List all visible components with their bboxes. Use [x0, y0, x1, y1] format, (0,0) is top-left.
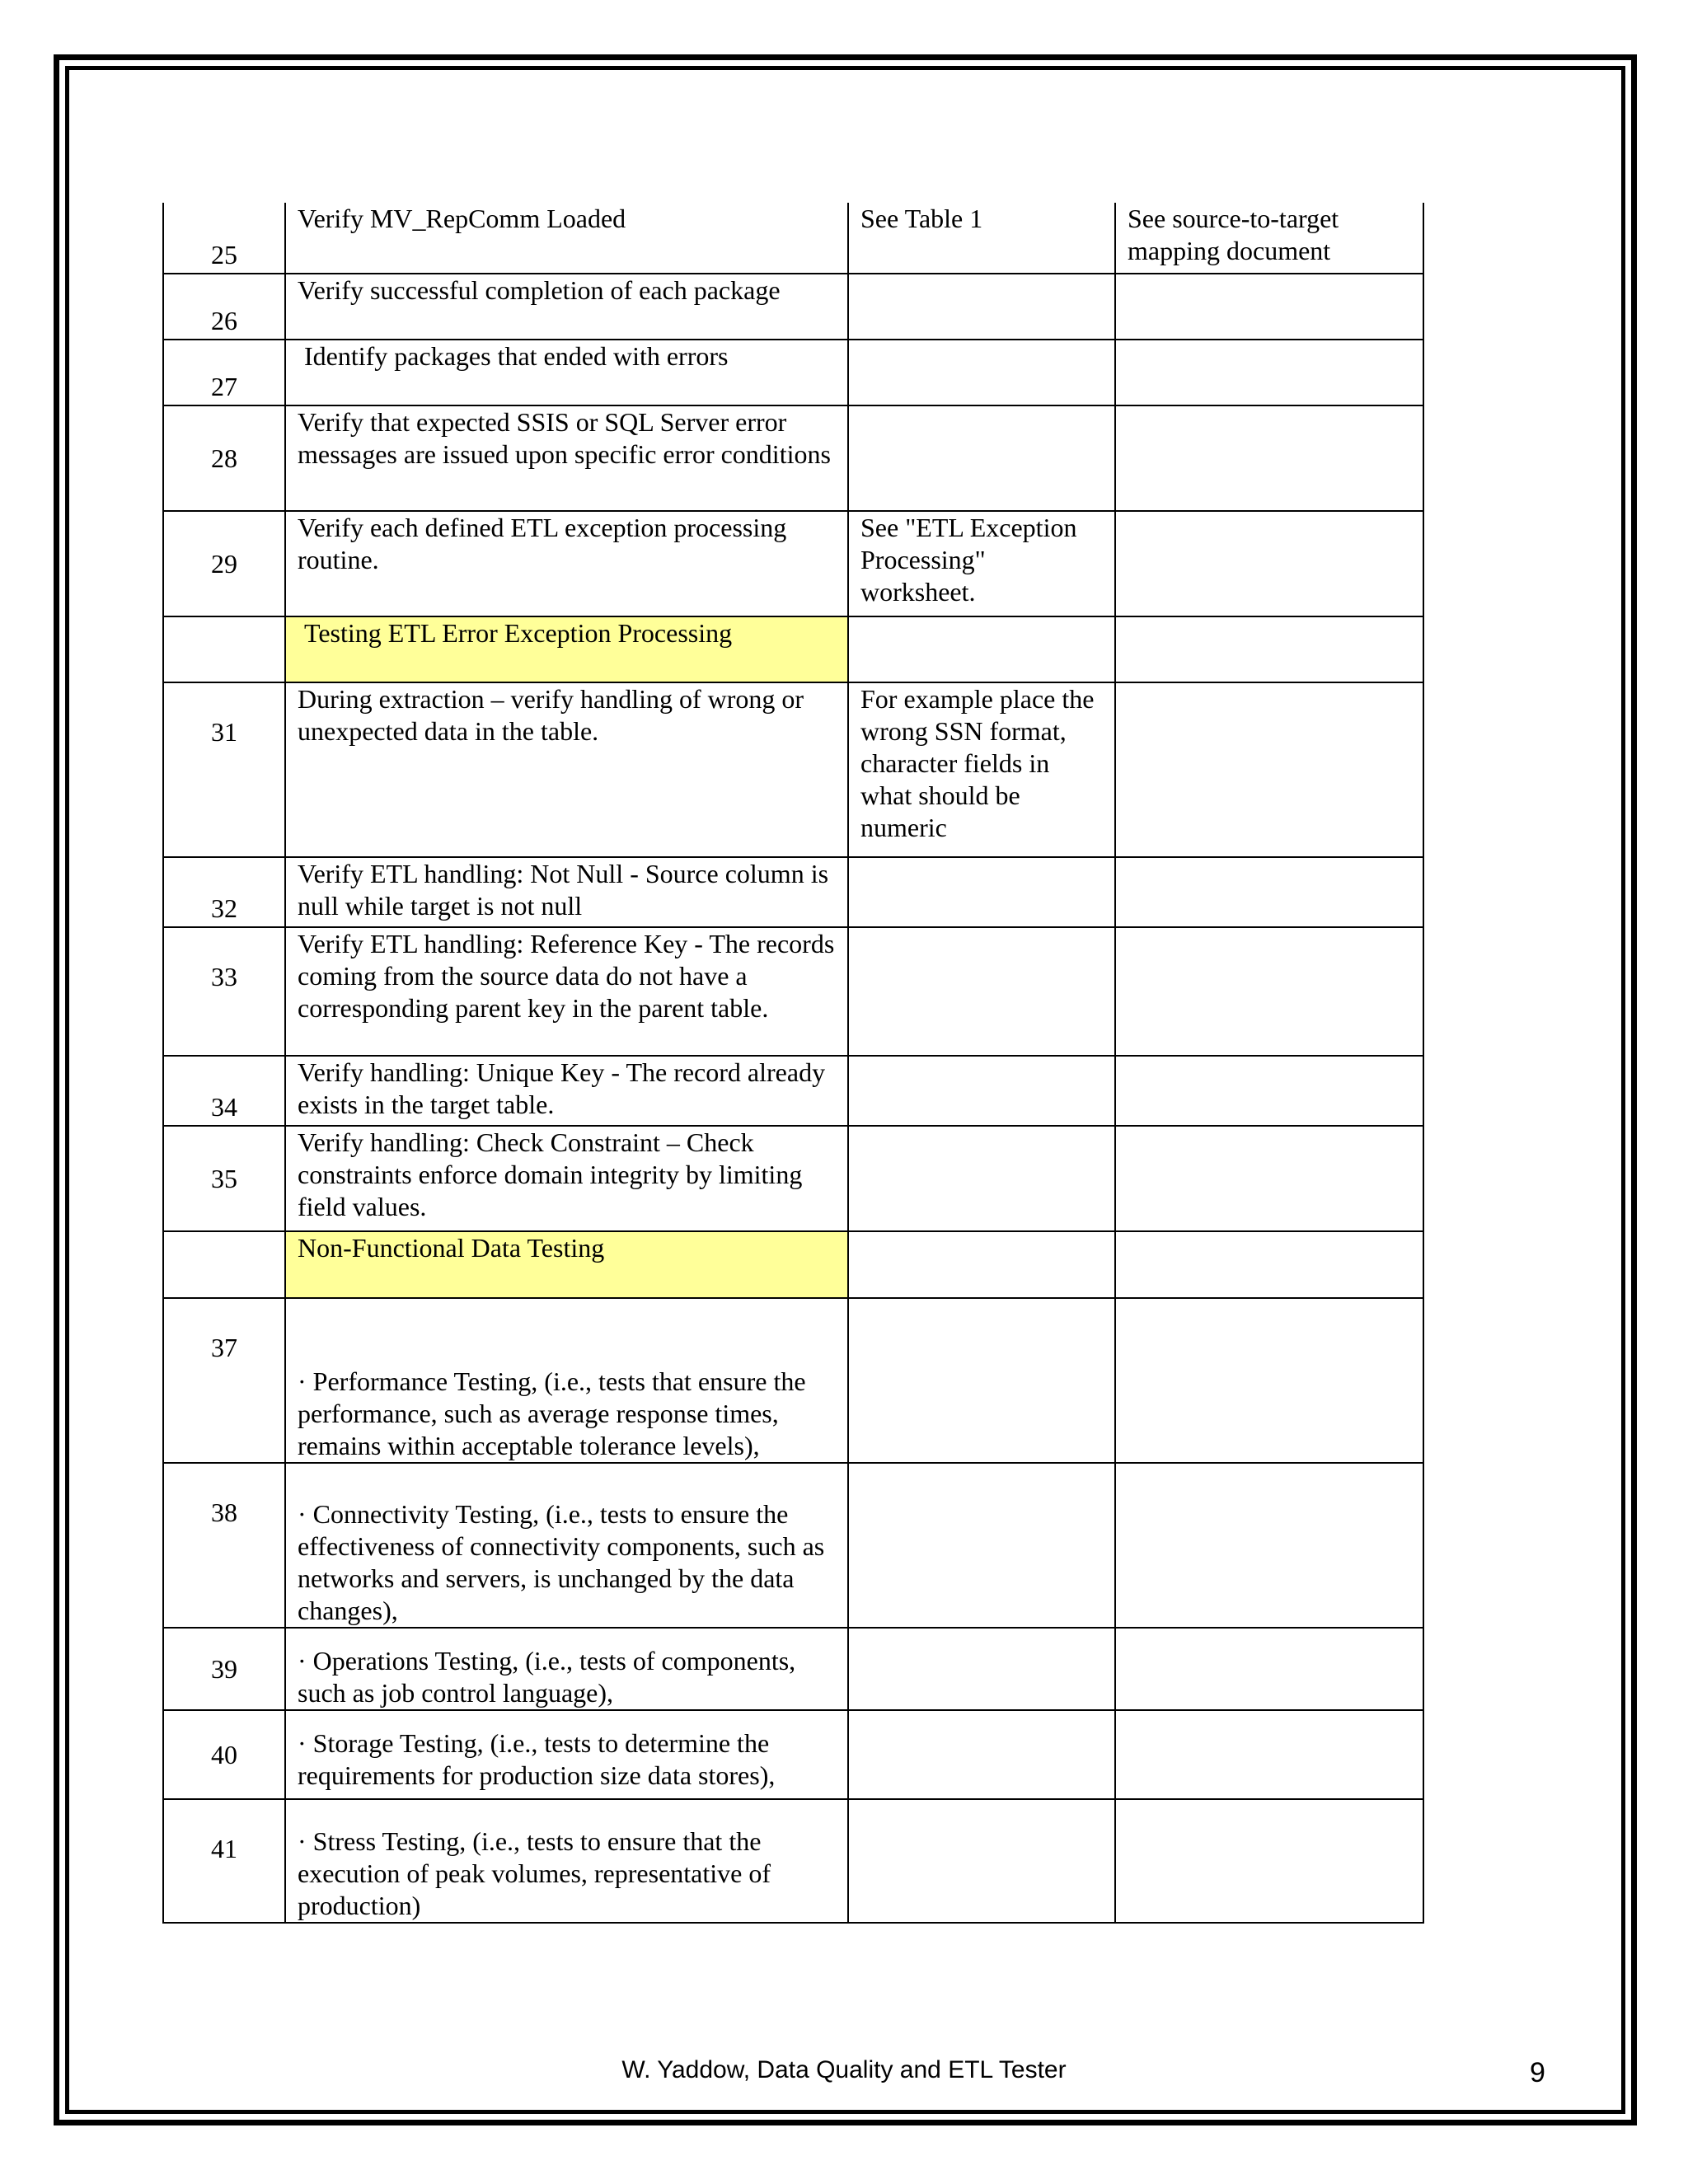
test-note	[848, 1463, 1115, 1628]
test-extra	[1115, 1710, 1423, 1799]
test-extra	[1115, 405, 1423, 511]
test-extra	[1115, 511, 1423, 616]
test-extra	[1115, 1298, 1423, 1463]
row-number: 28	[163, 405, 285, 511]
row-number: 33	[163, 927, 285, 1056]
table-row	[163, 203, 1423, 274]
test-description: Verify handling: Unique Key - The record already exists in the target table.	[285, 1056, 848, 1126]
table-row	[163, 1298, 1423, 1463]
test-description: Verify ETL handling: Not Null - Source column is null while target is not null	[285, 857, 848, 927]
row-number: 27	[163, 340, 285, 405]
table-row	[163, 405, 1423, 511]
test-note	[848, 1231, 1115, 1298]
test-note	[848, 1710, 1115, 1799]
test-extra	[1115, 857, 1423, 927]
test-note	[848, 1298, 1115, 1463]
table-row	[163, 1628, 1423, 1710]
table-row	[163, 927, 1423, 1056]
test-extra	[1115, 340, 1423, 405]
test-note	[848, 1799, 1115, 1923]
test-note: For example place the wrong SSN format, character fields in what should be numeric	[848, 682, 1115, 857]
test-description: · Operations Testing, (i.e., tests of components, such as job control language),	[285, 1628, 848, 1710]
row-number: 26	[163, 274, 285, 340]
row-number: 37	[163, 1298, 285, 1463]
test-description: Verify successful completion of each package	[285, 274, 848, 340]
test-extra	[1115, 616, 1423, 682]
test-note	[848, 1628, 1115, 1710]
table-row	[163, 340, 1423, 405]
test-note	[848, 340, 1115, 405]
test-description: Verify that expected SSIS or SQL Server error messages are issued upon specific error conditions	[285, 405, 848, 511]
test-extra	[1115, 274, 1423, 340]
test-description: Verify each defined ETL exception processing routine.	[285, 511, 848, 616]
table-row	[163, 511, 1423, 616]
test-note	[848, 616, 1115, 682]
table-row	[163, 1799, 1423, 1923]
test-description: Verify handling: Check Constraint – Check constraints enforce domain integrity by limiting field values.	[285, 1126, 848, 1231]
test-extra	[1115, 1463, 1423, 1628]
table-row	[163, 857, 1423, 927]
section-heading: Non-Functional Data Testing	[285, 1231, 848, 1298]
row-number: 39	[163, 1628, 285, 1710]
test-description: During extraction – verify handling of wrong or unexpected data in the table.	[285, 682, 848, 857]
row-number: 32	[163, 857, 285, 927]
test-description: Verify ETL handling: Reference Key - The records coming from the source data do not have a corresponding parent key in the parent table.	[285, 927, 848, 1056]
test-extra	[1115, 682, 1423, 857]
row-number	[163, 1231, 285, 1298]
section-heading	[285, 616, 848, 682]
row-number: 31	[163, 682, 285, 857]
test-note: See "ETL Exception Processing" worksheet.	[848, 511, 1115, 616]
row-number: 41	[163, 1799, 285, 1923]
table-row	[163, 274, 1423, 340]
table-row	[163, 1710, 1423, 1799]
table-row	[163, 616, 1423, 682]
row-number: 25	[163, 203, 285, 274]
test-extra: See source-to-target mapping document	[1115, 203, 1423, 274]
test-description: · Performance Testing, (i.e., tests that ensure the performance, such as average response times, remains within acceptable tolerance levels),	[285, 1298, 848, 1463]
row-number: 29	[163, 511, 285, 616]
test-note	[848, 405, 1115, 511]
table-row	[163, 682, 1423, 857]
test-extra	[1115, 1056, 1423, 1126]
table-row	[163, 1463, 1423, 1628]
row-number	[163, 616, 285, 682]
table-row	[163, 1231, 1423, 1298]
test-plan-table	[162, 203, 1424, 1924]
test-extra	[1115, 1126, 1423, 1231]
test-extra	[1115, 1231, 1423, 1298]
test-description: · Stress Testing, (i.e., tests to ensure that the execution of peak volumes, representative of production)	[285, 1799, 848, 1923]
test-note	[848, 274, 1115, 340]
table-row	[163, 1056, 1423, 1126]
test-note	[848, 927, 1115, 1056]
row-number: 38	[163, 1463, 285, 1628]
test-description: Verify MV_RepComm Loaded	[285, 203, 848, 274]
test-note	[848, 1056, 1115, 1126]
test-note: See Table 1	[848, 203, 1115, 274]
test-description: · Storage Testing, (i.e., tests to determine the requirements for production size data stores),	[285, 1710, 848, 1799]
test-description: · Connectivity Testing, (i.e., tests to ensure the effectiveness of connectivity components, such as networks and servers, is unchanged by the data changes),	[285, 1463, 848, 1628]
row-number: 40	[163, 1710, 285, 1799]
test-note	[848, 857, 1115, 927]
row-number: 35	[163, 1126, 285, 1231]
page-number: 9	[1530, 2057, 1545, 2088]
row-number: 34	[163, 1056, 285, 1126]
test-extra	[1115, 927, 1423, 1056]
test-description-text: Identify packages that ended with errors	[304, 341, 729, 371]
page-footer: W. Yaddow, Data Quality and ETL Tester	[621, 2056, 1067, 2083]
test-extra	[1115, 1799, 1423, 1923]
table-row	[163, 1126, 1423, 1231]
test-extra	[1115, 1628, 1423, 1710]
test-note	[848, 1126, 1115, 1231]
test-description	[285, 340, 848, 405]
section-heading-text: Testing ETL Error Exception Processing	[304, 618, 733, 648]
